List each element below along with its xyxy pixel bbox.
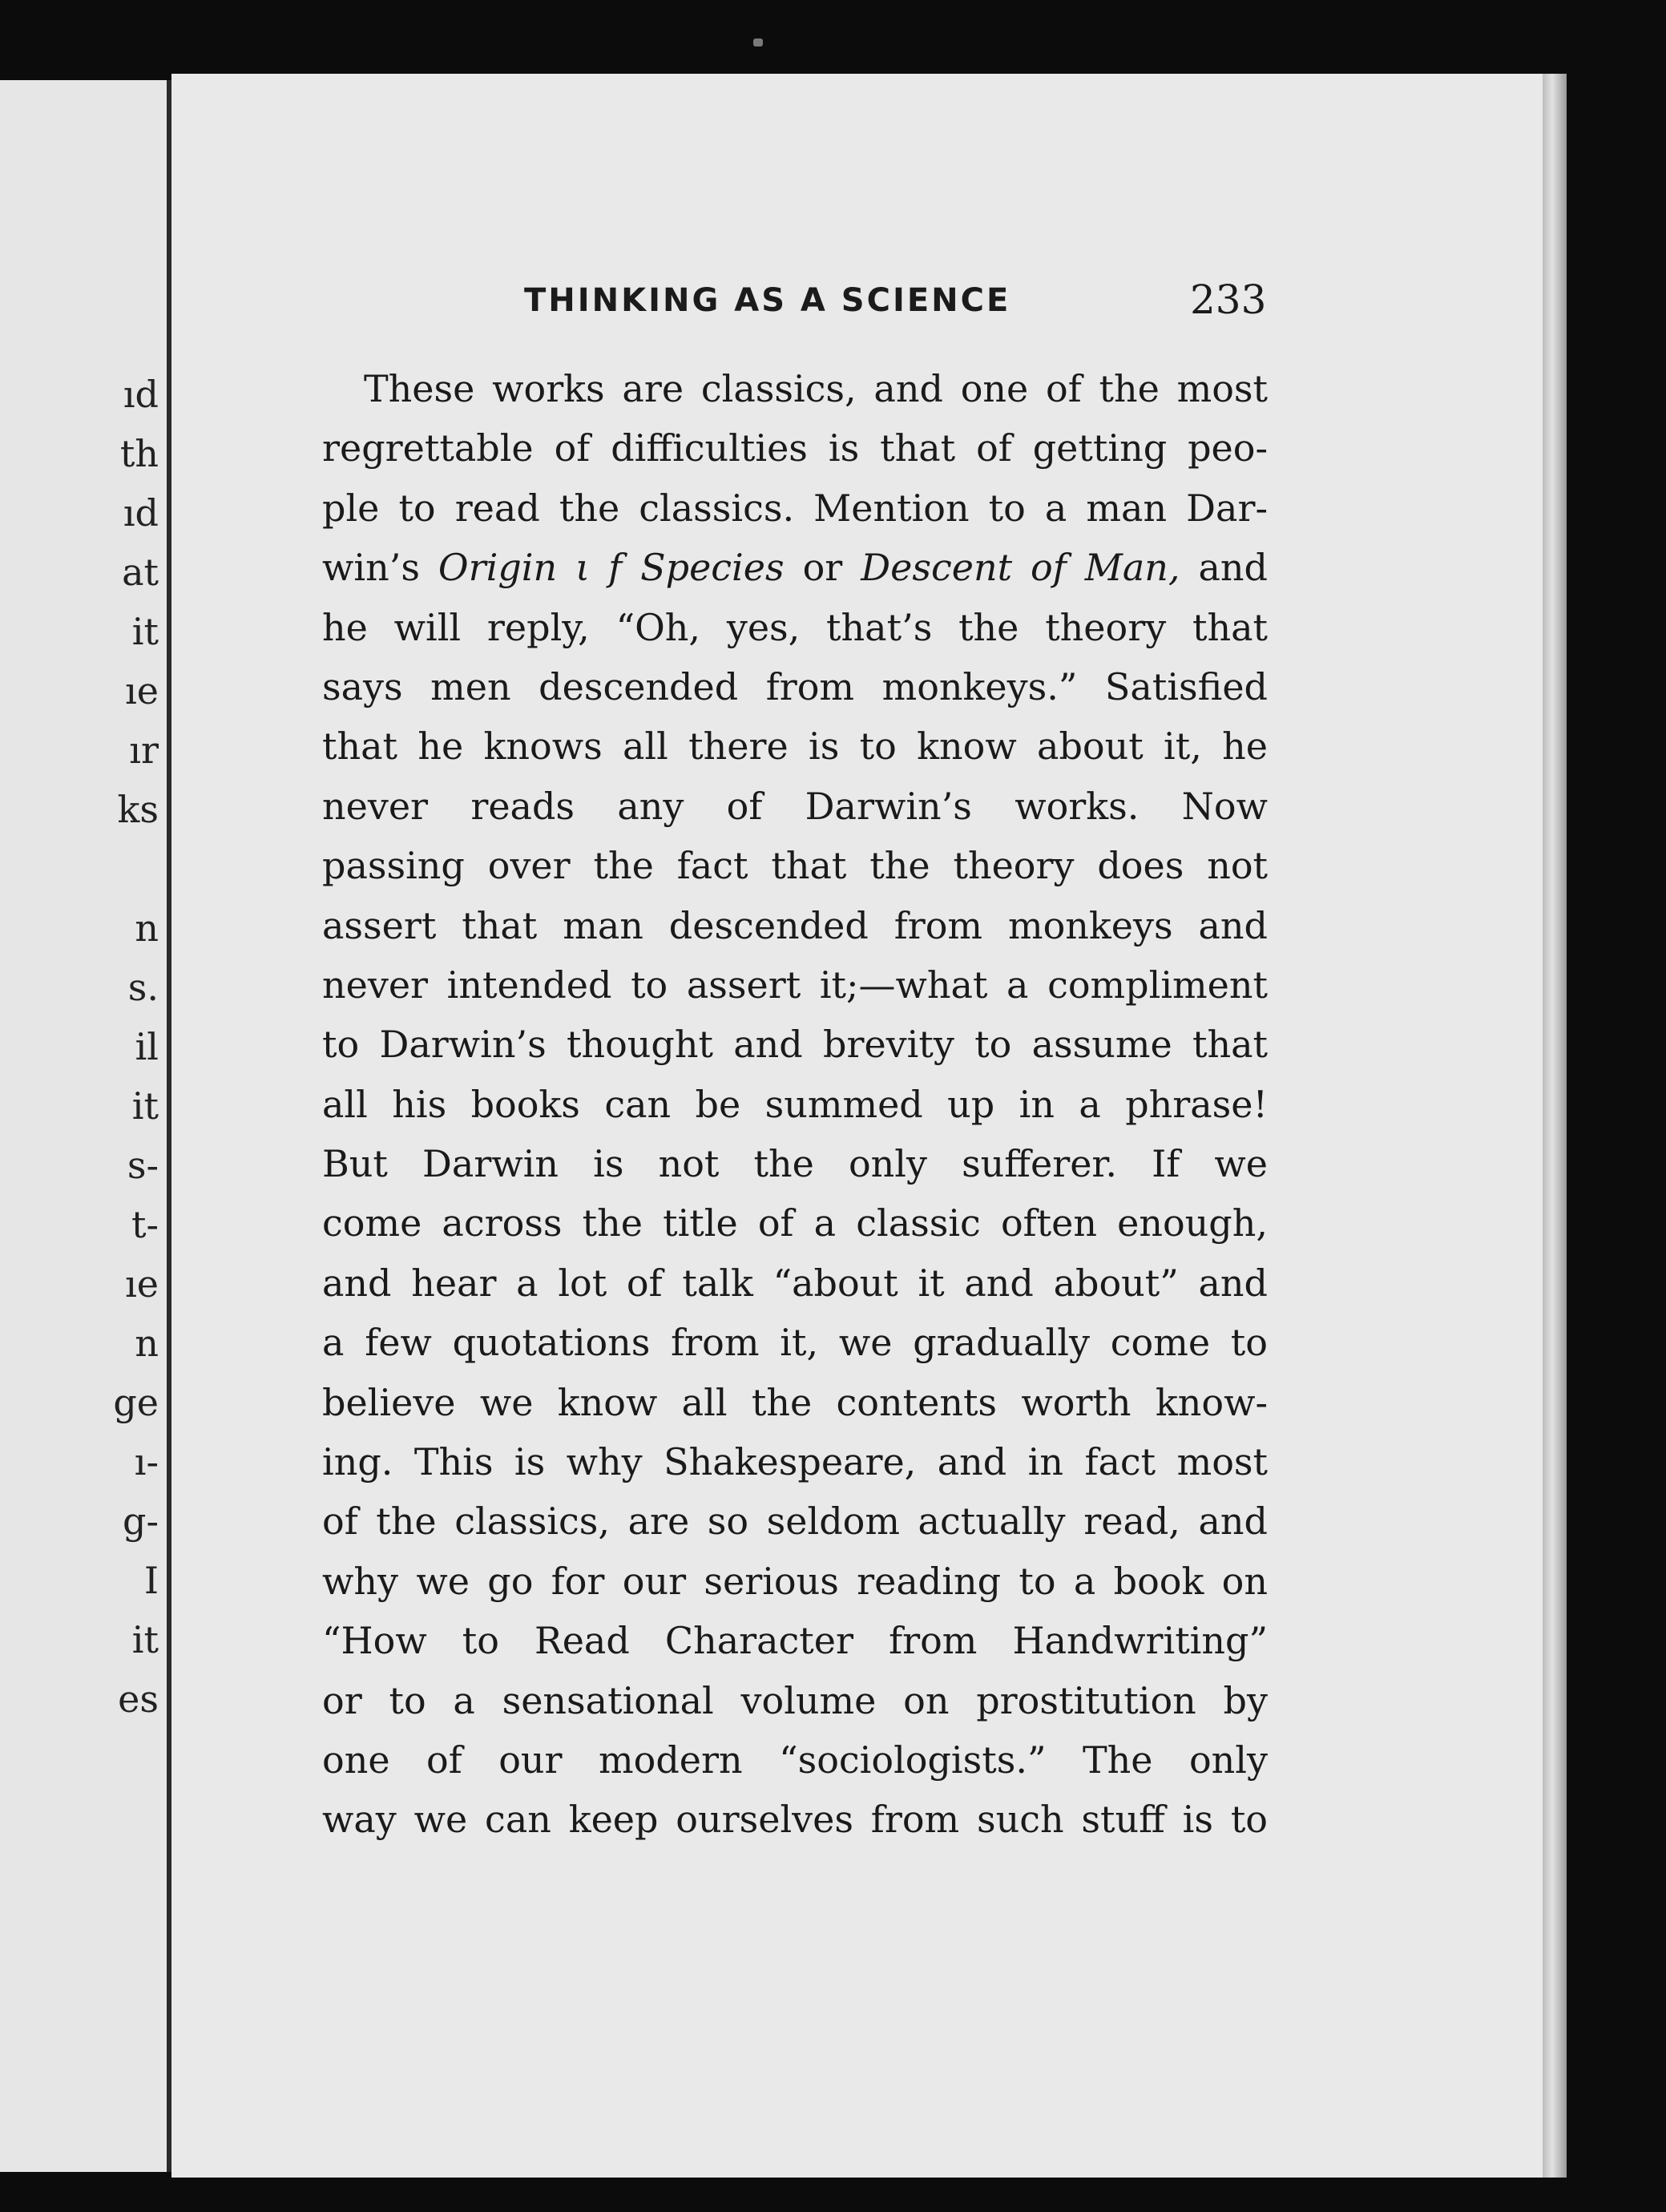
left-fragment: s. [127, 966, 159, 1009]
text-line: why we go for our serious reading to a book on [322, 1559, 1268, 1603]
text-line: that he knows all there is to know about it, he [322, 725, 1268, 769]
text-line: of the classics, are so seldom actually read, and [322, 1500, 1268, 1544]
text-line: he will reply, “Oh, yes, that’s the theory that [322, 605, 1268, 649]
scan-speck [753, 38, 763, 46]
text-line: never reads any of Darwin’s works. Now [322, 784, 1268, 828]
left-fragment: ge [113, 1381, 159, 1424]
left-fragment: it [131, 1618, 159, 1661]
left-fragment: ıd [123, 373, 159, 416]
left-fragment: th [119, 432, 159, 475]
left-fragment: n [135, 1322, 159, 1365]
left-page-text-fragments [113, 365, 159, 1729]
text-line: These works are classics, and one of the most [364, 367, 1268, 410]
left-fragment: ır [129, 729, 159, 772]
text-line: “How to Read Character from Handwriting” [322, 1619, 1268, 1663]
text-line: believe we know all the contents worth know- [322, 1380, 1268, 1424]
text-line: a few quotations from it, we gradually come to [322, 1321, 1268, 1365]
left-fragment: s- [127, 1144, 159, 1187]
left-fragment: n [135, 906, 159, 950]
left-fragment [113, 839, 159, 898]
left-fragment: ıe [125, 669, 159, 712]
left-fragment: ıd [123, 491, 159, 535]
left-fragment: ks [117, 788, 159, 831]
page-number: 233 [1190, 276, 1267, 323]
left-fragment: es [118, 1677, 159, 1721]
left-fragment: it [131, 610, 159, 653]
text-line: But Darwin is not the only sufferer. If we [322, 1142, 1268, 1186]
text-line: way we can keep ourselves from such stuff is to [322, 1798, 1268, 1842]
text-line: one of our modern “sociologists.” The only [322, 1738, 1268, 1782]
running-head: THINKING AS A SCIENCE [524, 282, 1011, 319]
text-line: regrettable of difficulties is that of getting peo- [322, 426, 1268, 470]
text-line: or to a sensational volume on prostitution by [322, 1678, 1268, 1722]
text-line: ing. This is why Shakespeare, and in fact most [322, 1440, 1268, 1484]
left-fragment: at [122, 551, 159, 594]
text-line: says men descended from monkeys.” Satisfied [322, 664, 1268, 708]
left-facing-page [0, 80, 168, 2172]
text-line: come across the title of a classic often enough, [322, 1201, 1268, 1245]
text-line: and hear a lot of talk “about it and about” and [322, 1261, 1268, 1305]
text-line: never intended to assert it;—what a compliment [322, 963, 1268, 1007]
text-line: assert that man descended from monkeys and [322, 903, 1268, 947]
text-line: ple to read the classics. Mention to a man Dar- [322, 486, 1268, 530]
page-edge-shadow [1543, 74, 1567, 2178]
left-fragment: it [131, 1084, 159, 1128]
text-line: win’s Origin ι f Species or Descent of Man, and [322, 546, 1268, 590]
left-fragment: ıe [125, 1262, 159, 1306]
left-fragment: il [135, 1025, 159, 1068]
text-line: passing over the fact that the theory does not [322, 844, 1268, 888]
text-line: all his books can be summed up in a phrase! [322, 1082, 1268, 1126]
left-fragment: ı- [134, 1440, 159, 1483]
left-fragment: t- [131, 1203, 159, 1246]
text-line: to Darwin’s thought and brevity to assume that [322, 1023, 1268, 1067]
left-fragment: g- [123, 1500, 159, 1543]
left-fragment: I [143, 1559, 159, 1602]
body-text [322, 359, 1268, 1850]
